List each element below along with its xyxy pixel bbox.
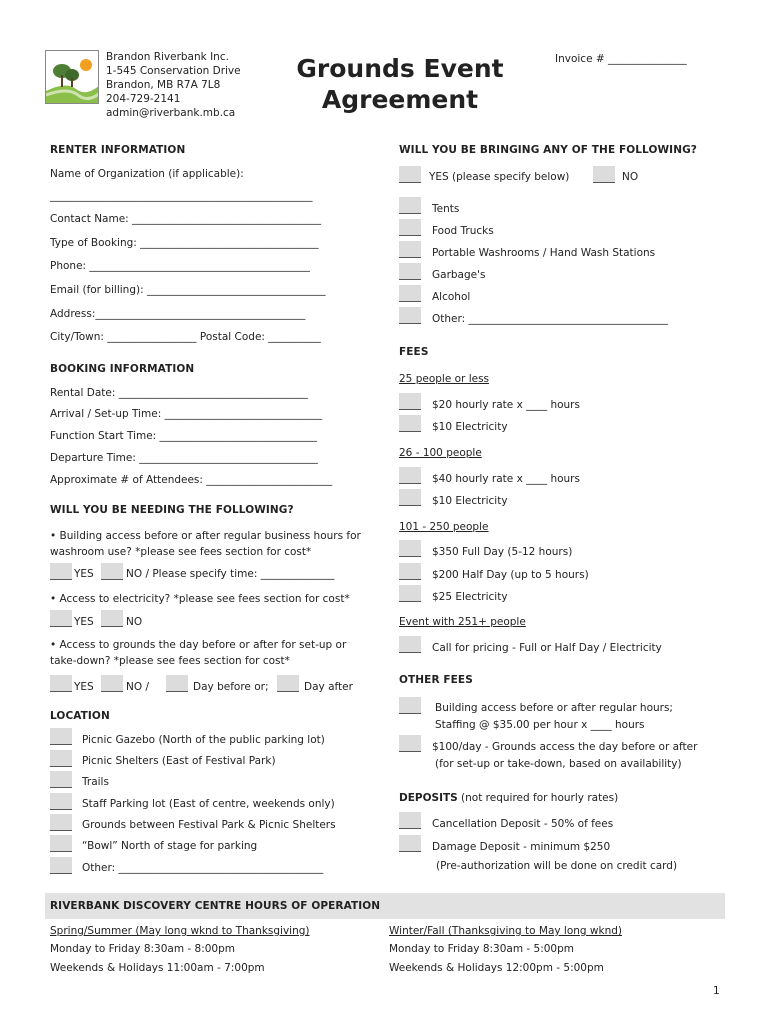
location-checkbox-grounds[interactable] [50,814,72,831]
location-checkbox-gazebo[interactable] [50,728,72,745]
bringing-item-alcohol: Alcohol [432,291,471,303]
bringing-yes-checkbox[interactable] [399,166,421,183]
page-title: Grounds Event Agreement [296,54,504,114]
fees-g3-checkbox-half-day[interactable] [399,563,421,580]
fees-g4-checkbox-call[interactable] [399,636,421,653]
other-fees-building: Building access before or after regular hours; Staffing @ $35.00 per hour x ____ hours [435,702,673,731]
org-street: 1-545 Conservation Drive [106,65,241,77]
location-item-grounds: Grounds between Festival Park & Picnic Shelters [82,819,336,831]
other-fees-heading: OTHER FEES [399,674,473,686]
fees-g2-electricity: $10 Electricity [432,495,508,507]
function-start-field[interactable]: Function Start Time: ______________________________ [50,430,318,442]
org-name-blank[interactable]: __________________________________________________ [50,190,313,202]
q1-no-label[interactable]: NO / Please specify time: ______________ [126,568,335,580]
org-address-block [106,50,241,120]
deposits-checkbox-cancellation[interactable] [399,812,421,829]
hours-winter-weekday: Monday to Friday 8:30am - 5:00pm [389,943,575,955]
needs-q2-text: • Access to electricity? *please see fees section for cost* [50,593,350,605]
location-checkbox-bowl[interactable] [50,835,72,852]
renter-heading: RENTER INFORMATION [50,144,186,156]
q1-yes-checkbox[interactable] [50,563,72,580]
fees-g3-electricity: $25 Electricity [432,591,508,603]
fees-group-25: 25 people or less [399,373,490,385]
q3-yes-label: YES [74,681,94,693]
q2-no-label: NO [126,616,143,628]
q3-no-label: NO / [126,681,149,693]
fees-g1-hourly: $20 hourly rate x ____ hours [432,399,580,411]
other-fees-checkbox-grounds[interactable] [399,735,421,752]
q3-before-checkbox[interactable] [166,675,188,692]
fees-g1-checkbox-hourly[interactable] [399,393,421,410]
bringing-item-washrooms: Portable Washrooms / Hand Wash Stations [432,247,656,259]
bringing-item-other[interactable]: Other: ______________________________________ [432,313,669,325]
fees-g3-checkbox-full-day[interactable] [399,540,421,557]
departure-time-field[interactable]: Departure Time: __________________________________ [50,452,318,464]
location-item-shelters: Picnic Shelters (East of Festival Park) [82,755,276,767]
location-checkbox-trails[interactable] [50,771,72,788]
bringing-checkbox-other[interactable] [399,307,421,324]
fees-group-100: 26 - 100 people [399,447,482,459]
deposits-damage-note: (Pre-authorization will be done on credit card) [436,860,678,872]
q3-after-label: Day after [304,681,353,693]
deposits-heading: DEPOSITS (not required for hourly rates) [399,792,619,804]
fees-g3-half-day: $200 Half Day (up to 5 hours) [432,569,589,581]
q3-before-label: Day before or; [193,681,269,693]
location-checkbox-shelters[interactable] [50,750,72,767]
email-field[interactable]: Email (for billing): __________________________________ [50,284,326,296]
fees-g4-call: Call for pricing - Full or Half Day / Electricity [432,642,662,654]
needs-q1-text: • Building access before or after regular business hours for washroom use? *please see fees section for cost* [50,530,361,558]
org-name-field[interactable]: Name of Organization (if applicable): [50,168,244,180]
org-city: Brandon, MB R7A 7L8 [106,79,221,91]
location-checkbox-other[interactable] [50,857,72,874]
hours-winter-title: Winter/Fall (Thanksgiving to May long wknd) [389,925,623,937]
arrival-time-field[interactable]: Arrival / Set-up Time: ______________________________ [50,408,323,420]
q2-yes-label: YES [74,616,94,628]
q3-no-checkbox[interactable] [101,675,123,692]
fees-group-250: 101 - 250 people [399,521,489,533]
deposits-checkbox-damage[interactable] [399,835,421,852]
booking-type-field[interactable]: Type of Booking: __________________________________ [50,237,319,249]
bringing-item-tents: Tents [432,203,460,215]
bringing-checkbox-garbage[interactable] [399,263,421,280]
fees-g2-checkbox-electricity[interactable] [399,489,421,506]
bringing-no-label: NO [622,171,639,183]
riverbank-logo [45,50,99,104]
deposits-cancellation: Cancellation Deposit - 50% of fees [432,818,614,830]
bringing-yes-label: YES (please specify below) [429,171,570,183]
other-fees-checkbox-building[interactable] [399,697,421,714]
org-name: Brandon Riverbank Inc. [106,51,229,63]
address-field[interactable]: Address:________________________________________ [50,308,306,320]
hours-spring-weekend: Weekends & Holidays 11:00am - 7:00pm [50,962,265,974]
needs-heading: WILL YOU BE NEEDING THE FOLLOWING? [50,504,294,516]
q2-no-checkbox[interactable] [101,610,123,627]
bringing-item-garbage: Garbage's [432,269,486,281]
org-phone: 204-729-2141 [106,93,181,105]
location-item-other[interactable]: Other: _______________________________________ [82,862,324,874]
rental-date-field[interactable]: Rental Date: ____________________________________ [50,387,308,399]
fees-g3-full-day: $350 Full Day (5-12 hours) [432,546,573,558]
bringing-checkbox-washrooms[interactable] [399,241,421,258]
fees-g2-checkbox-hourly[interactable] [399,467,421,484]
hours-spring-title: Spring/Summer (May long wknd to Thanksgiving) [50,925,310,937]
q3-yes-checkbox[interactable] [50,675,72,692]
org-email: admin@riverbank.mb.ca [106,107,236,119]
q1-no-checkbox[interactable] [101,563,123,580]
hours-heading: RIVERBANK DISCOVERY CENTRE HOURS OF OPERATION [50,900,381,912]
location-heading: LOCATION [50,710,110,722]
phone-field[interactable]: Phone: __________________________________________ [50,260,310,272]
bringing-heading: WILL YOU BE BRINGING ANY OF THE FOLLOWING? [399,144,697,156]
city-postal-field[interactable]: City/Town: _________________ Postal Code: __________ [50,331,321,343]
bringing-item-food-trucks: Food Trucks [432,225,494,237]
deposits-damage: Damage Deposit - minimum $250 [432,841,611,853]
page-number: 1 [713,985,720,997]
fees-g2-hourly: $40 hourly rate x ____ hours [432,473,580,485]
fees-g3-checkbox-electricity[interactable] [399,585,421,602]
q3-after-checkbox[interactable] [277,675,299,692]
location-item-bowl: “Bowl” North of stage for parking [82,840,258,852]
fees-g1-checkbox-electricity[interactable] [399,415,421,432]
needs-q3-text: • Access to grounds the day before or after for set-up or take-down? *please see fees section for cost* [50,639,347,667]
hours-winter-weekend: Weekends & Holidays 12:00pm - 5:00pm [389,962,604,974]
bringing-checkbox-alcohol[interactable] [399,285,421,302]
attendees-field[interactable]: Approximate # of Attendees: ________________________ [50,474,333,486]
logo-icon [46,51,99,104]
bringing-checkbox-tents[interactable] [399,197,421,214]
booking-heading: BOOKING INFORMATION [50,363,195,375]
contact-name-field[interactable]: Contact Name: ____________________________________ [50,213,322,225]
fees-group-251: Event with 251+ people [399,616,526,628]
q2-yes-checkbox[interactable] [50,610,72,627]
q1-yes-label: YES [74,568,94,580]
fees-heading: FEES [399,346,429,358]
location-item-trails: Trails [82,776,109,788]
invoice-number[interactable]: Invoice # _______________ [555,53,687,65]
bringing-checkbox-food-trucks[interactable] [399,219,421,236]
location-item-gazebo: Picnic Gazebo (North of the public parking lot) [82,734,325,746]
hours-spring-weekday: Monday to Friday 8:30am - 8:00pm [50,943,236,955]
bringing-no-checkbox[interactable] [593,166,615,183]
location-checkbox-staff-parking[interactable] [50,793,72,810]
other-fees-grounds: $100/day - Grounds access the day before or after (for set-up or take-down, based on availability) [432,741,698,770]
location-item-staff-parking: Staff Parking lot (East of centre, weekends only) [82,798,335,810]
fees-g1-electricity: $10 Electricity [432,421,508,433]
